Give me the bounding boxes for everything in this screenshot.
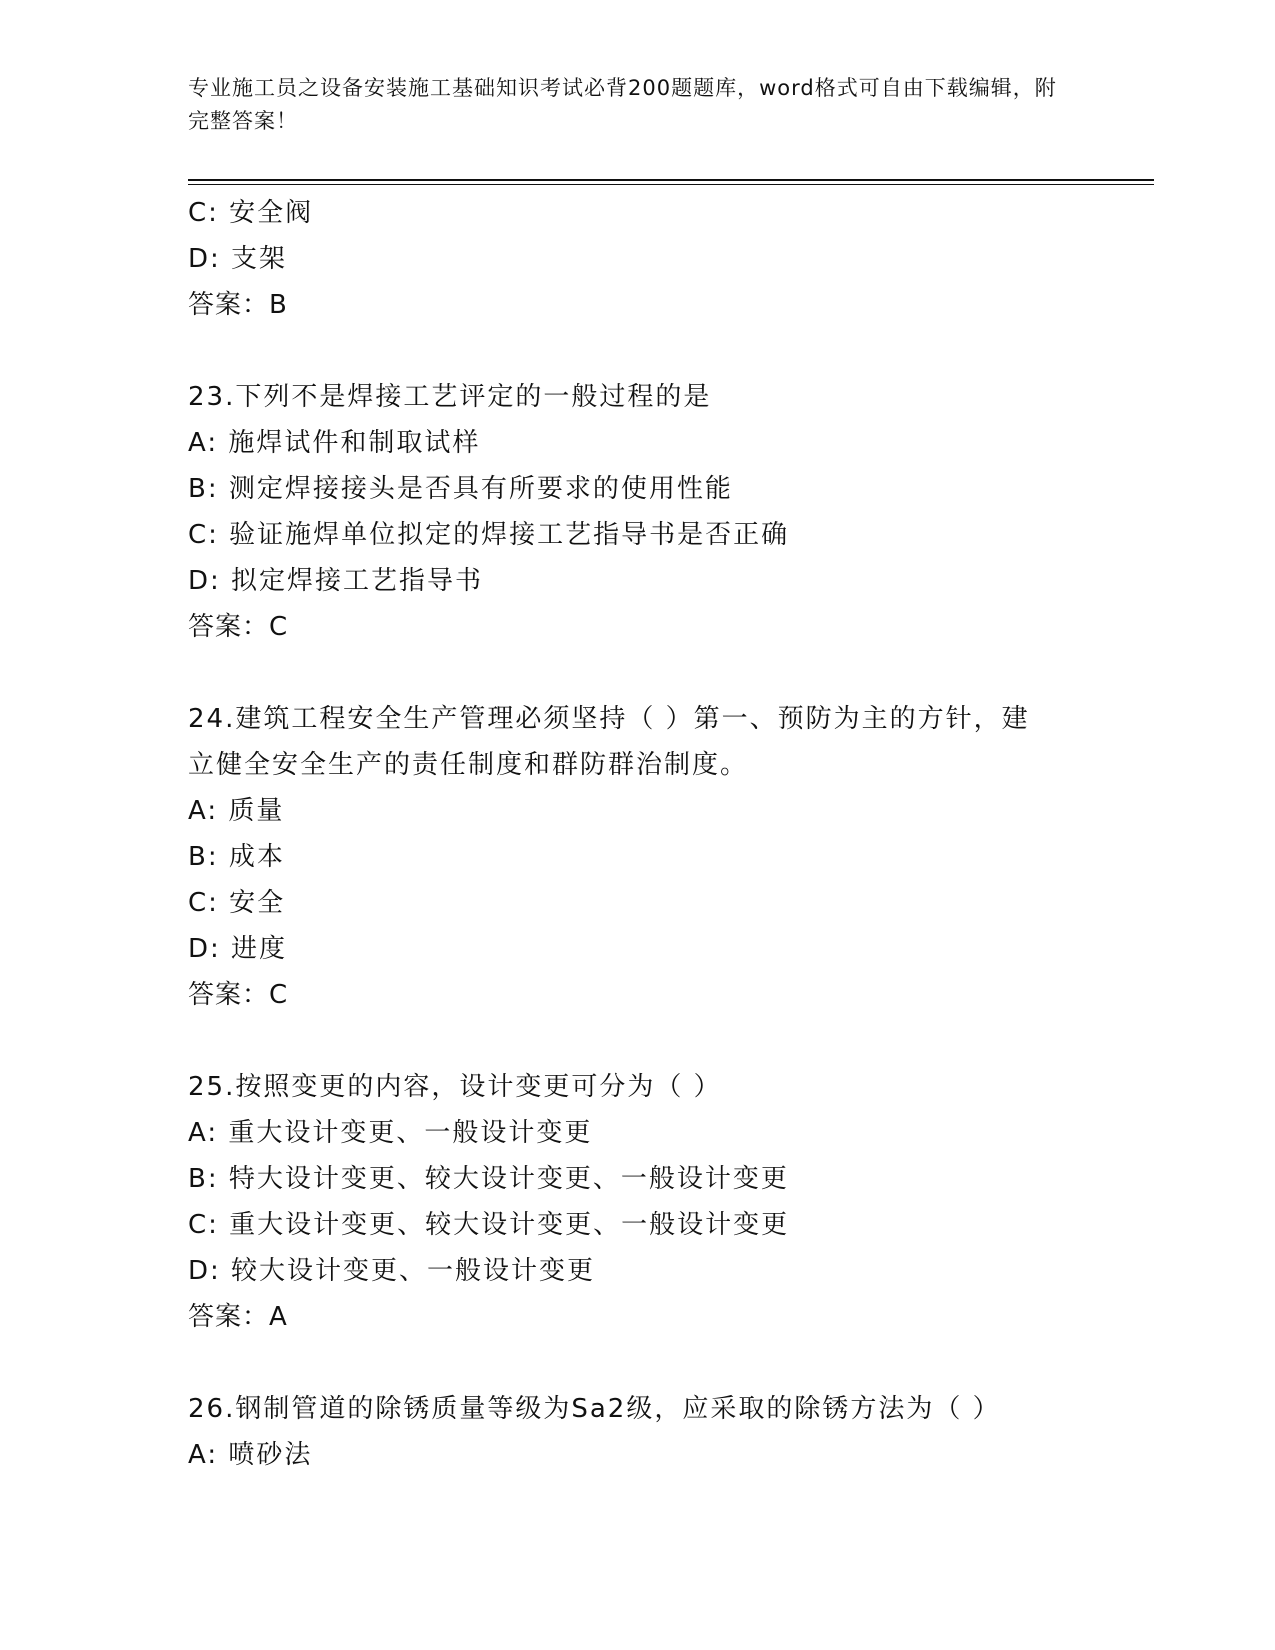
option-a: A: 喷砂法 bbox=[188, 1440, 313, 1470]
document-header: 专业施工员之设备安装施工基础知识考试必背200题题库，word格式可自由下载编辑，附完整答案！ bbox=[188, 76, 1057, 133]
header-divider bbox=[188, 179, 1154, 185]
question-block-25 bbox=[188, 1064, 1088, 1340]
option-d: D: 支架 bbox=[188, 244, 288, 274]
option-c: C: 安全 bbox=[188, 888, 286, 918]
option-b: B: 特大设计变更、较大设计变更、一般设计变更 bbox=[188, 1164, 789, 1194]
question-stem: 26.钢制管道的除锈质量等级为Sa2级，应采取的除锈方法为（ ） bbox=[188, 1394, 1001, 1424]
option-a: A: 施焊试件和制取试样 bbox=[188, 428, 481, 458]
option-d: D: 进度 bbox=[188, 934, 288, 964]
answer-line: 答案：B bbox=[188, 290, 288, 320]
answer-line: 答案：C bbox=[188, 612, 289, 642]
question-block-partial bbox=[188, 190, 1088, 328]
option-a: A: 质量 bbox=[188, 796, 285, 826]
answer-line: 答案：A bbox=[188, 1302, 288, 1332]
option-d: D: 拟定焊接工艺指导书 bbox=[188, 566, 484, 596]
question-list bbox=[188, 190, 1088, 1478]
question-block-26 bbox=[188, 1386, 1088, 1478]
answer-line: 答案：C bbox=[188, 980, 289, 1010]
question-block-23 bbox=[188, 374, 1088, 650]
option-a: A: 重大设计变更、一般设计变更 bbox=[188, 1118, 593, 1148]
question-stem: 24.建筑工程安全生产管理必须坚持（ ）第一、预防为主的方针，建立健全安全生产的责任制度和群防群治制度。 bbox=[188, 704, 1030, 780]
option-c: C: 重大设计变更、较大设计变更、一般设计变更 bbox=[188, 1210, 790, 1240]
question-stem: 23.下列不是焊接工艺评定的一般过程的是 bbox=[188, 382, 712, 412]
question-block-24 bbox=[188, 696, 1088, 1018]
question-stem: 25.按照变更的内容，设计变更可分为（ ） bbox=[188, 1072, 722, 1102]
option-c: C: 安全阀 bbox=[188, 198, 314, 228]
option-b: B: 测定焊接接头是否具有所要求的使用性能 bbox=[188, 474, 733, 504]
option-c: C: 验证施焊单位拟定的焊接工艺指导书是否正确 bbox=[188, 520, 790, 550]
option-d: D: 较大设计变更、一般设计变更 bbox=[188, 1256, 596, 1286]
option-b: B: 成本 bbox=[188, 842, 285, 872]
